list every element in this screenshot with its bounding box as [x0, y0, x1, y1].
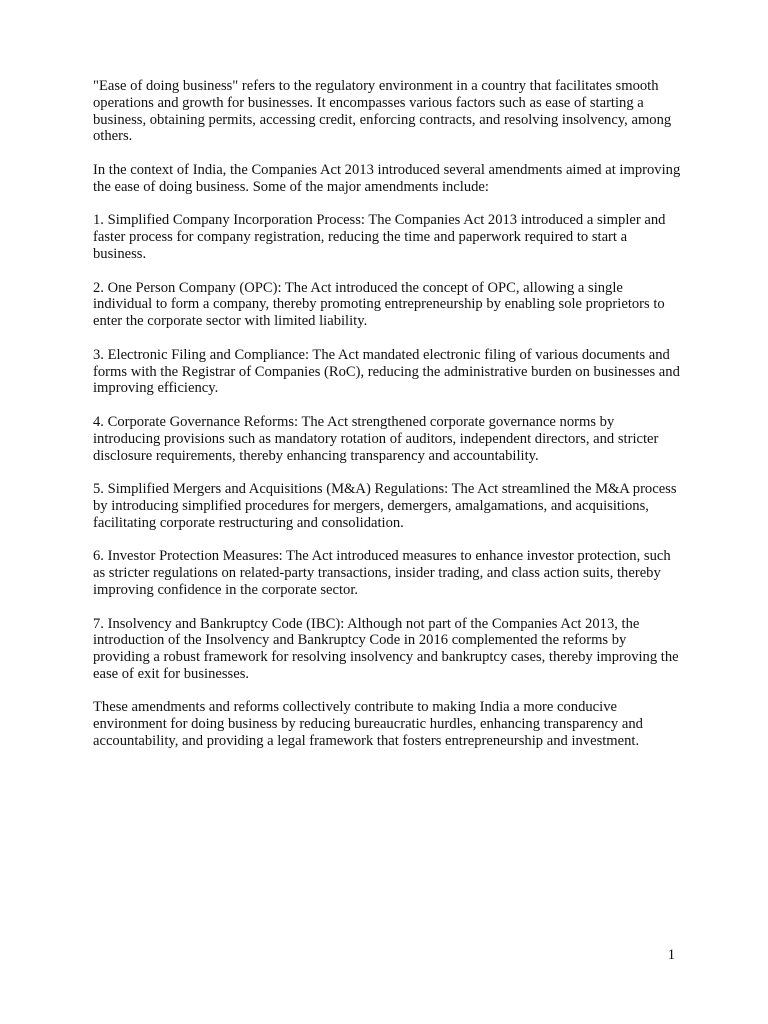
document-body — [93, 78, 683, 767]
paragraph-amendment-5: 5. Simplified Mergers and Acquisitions (M&A) Regulations: The Act streamlined the M&A process by introducing simplified procedures for mergers, demergers, amalgamations, and acquisitions, facilitating corporate restructuring and consolidation. — [93, 481, 677, 531]
paragraph-amendment-2: 2. One Person Company (OPC): The Act introduced the concept of OPC, allowing a single individual to form a company, thereby promoting entrepreneurship by enabling sole proprietors to enter the corporate sector with limited liability. — [93, 279, 665, 330]
paragraph-india-context: In the context of India, the Companies Act 2013 introduced several amendments aimed at improving the ease of doing business. Some of the major amendments include: — [93, 161, 681, 195]
paragraph-amendment-1: 1. Simplified Company Incorporation Process: The Companies Act 2013 introduced a simpler and faster process for company registration, reducing the time and paperwork required to start a business. — [93, 212, 666, 262]
paragraph-amendment-7: 7. Insolvency and Bankruptcy Code (IBC): Although not part of the Companies Act 2013, the introduction of the Insolvency and Bankruptcy Code in 2016 complemented the reforms by providing a robust framework for resolving insolvency and bankruptcy cases, thereby improving the ease of exit for businesses. — [93, 615, 679, 682]
paragraph-amendment-3: 3. Electronic Filing and Compliance: The Act mandated electronic filing of various documents and forms with the Registrar of Companies (RoC), reducing the administrative burden on businesses and improving efficiency. — [93, 346, 680, 397]
paragraph-conclusion: These amendments and reforms collectively contribute to making India a more conducive environment for doing business by reducing bureaucratic hurdles, enhancing transparency and accountability, and providing a legal framework that fosters entrepreneurship and investment. — [93, 699, 643, 750]
paragraph-intro-definition: "Ease of doing business" refers to the regulatory environment in a country that facilitates smooth operations and growth for businesses. It encompasses various factors such as ease of starting a business, obtaining permits, accessing credit, enforcing contracts, and resolving insolvency, among others. — [93, 78, 672, 145]
paragraph-amendment-4: 4. Corporate Governance Reforms: The Act strengthened corporate governance norms by introducing provisions such as mandatory rotation of auditors, independent directors, and stricter disclosure requirements, thereby enhancing transparency and accountability. — [93, 413, 659, 464]
paragraph-amendment-6: 6. Investor Protection Measures: The Act introduced measures to enhance investor protection, such as stricter regulations on related-party transactions, insider trading, and class action suits, thereby improving confidence in the corporate sector. — [93, 548, 671, 598]
page-number: 1 — [667, 947, 675, 963]
